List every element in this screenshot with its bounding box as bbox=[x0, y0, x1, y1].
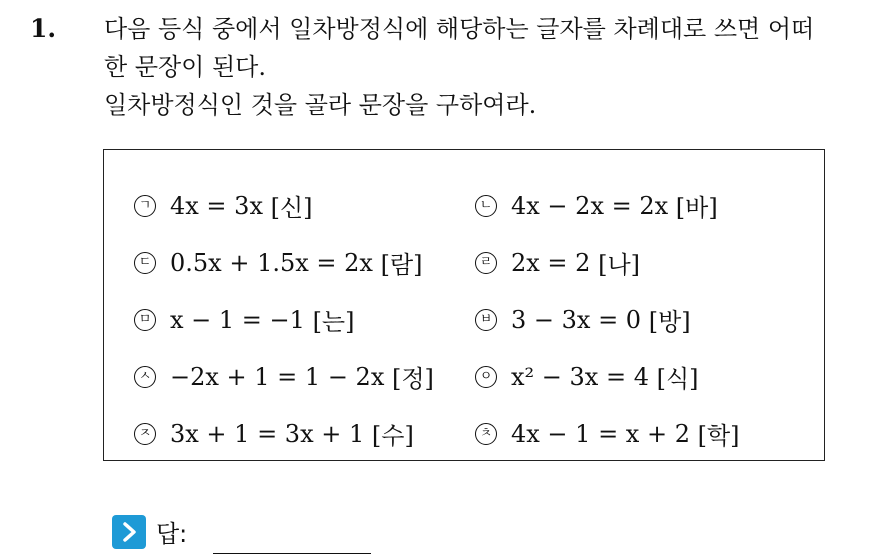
option-item bbox=[134, 416, 414, 451]
option-item bbox=[475, 302, 691, 337]
question-text bbox=[104, 10, 874, 124]
chevron-right-icon bbox=[112, 515, 146, 549]
option-item bbox=[134, 359, 434, 394]
option-equation: 4x − 1 = x + 2 bbox=[511, 419, 690, 448]
option-syllable: [식] bbox=[656, 365, 699, 393]
circled-marker: ㄴ bbox=[475, 195, 497, 217]
option-item bbox=[134, 245, 423, 280]
option-item bbox=[475, 245, 640, 280]
option-equation: 0.5x + 1.5x = 2x bbox=[170, 248, 373, 277]
option-equation: −2x + 1 = 1 − 2x bbox=[170, 362, 385, 391]
option-item bbox=[134, 188, 313, 223]
question-line-1: 다음 등식 중에서 일차방정식에 해당하는 글자를 차례대로 쓰면 어떠 bbox=[104, 15, 815, 43]
question-line-3: 일차방정식인 것을 골라 문장을 구하여라. bbox=[104, 91, 537, 119]
option-equation: 3 − 3x = 0 bbox=[511, 305, 642, 334]
option-syllable: [학] bbox=[697, 422, 740, 450]
circled-marker: ㅊ bbox=[475, 423, 497, 445]
option-syllable: [나] bbox=[598, 251, 641, 279]
option-item bbox=[475, 188, 718, 223]
answer-blank[interactable] bbox=[213, 553, 371, 554]
option-item bbox=[475, 359, 699, 394]
options-box bbox=[103, 149, 825, 461]
option-syllable: [수] bbox=[371, 422, 414, 450]
option-equation: 2x = 2 bbox=[511, 248, 591, 277]
question-number: 1. bbox=[30, 14, 57, 43]
option-syllable: [는] bbox=[312, 308, 355, 336]
option-item bbox=[134, 302, 354, 337]
option-syllable: [신] bbox=[270, 194, 313, 222]
option-equation: x − 1 = −1 bbox=[170, 305, 305, 334]
option-syllable: [람] bbox=[380, 251, 423, 279]
circled-marker: ㄹ bbox=[475, 252, 497, 274]
circled-marker: ㅂ bbox=[475, 309, 497, 331]
question-line-2: 한 문장이 된다. bbox=[104, 53, 266, 81]
option-equation: 3x + 1 = 3x + 1 bbox=[170, 419, 365, 448]
circled-marker: ㅈ bbox=[134, 423, 156, 445]
circled-marker: ㄷ bbox=[134, 252, 156, 274]
option-syllable: [바] bbox=[675, 194, 718, 222]
option-equation: x² − 3x = 4 bbox=[511, 362, 649, 391]
circled-marker: ㅁ bbox=[134, 309, 156, 331]
answer-label: 답: bbox=[156, 520, 188, 548]
circled-marker: ㅅ bbox=[134, 366, 156, 388]
option-syllable: [정] bbox=[392, 365, 434, 393]
circled-marker: ㅇ bbox=[475, 366, 497, 388]
circled-marker: ㄱ bbox=[134, 195, 156, 217]
option-item bbox=[475, 416, 740, 451]
option-equation: 4x = 3x bbox=[170, 191, 263, 220]
option-equation: 4x − 2x = 2x bbox=[511, 191, 669, 220]
answer-area bbox=[112, 514, 187, 549]
option-syllable: [방] bbox=[648, 308, 691, 336]
